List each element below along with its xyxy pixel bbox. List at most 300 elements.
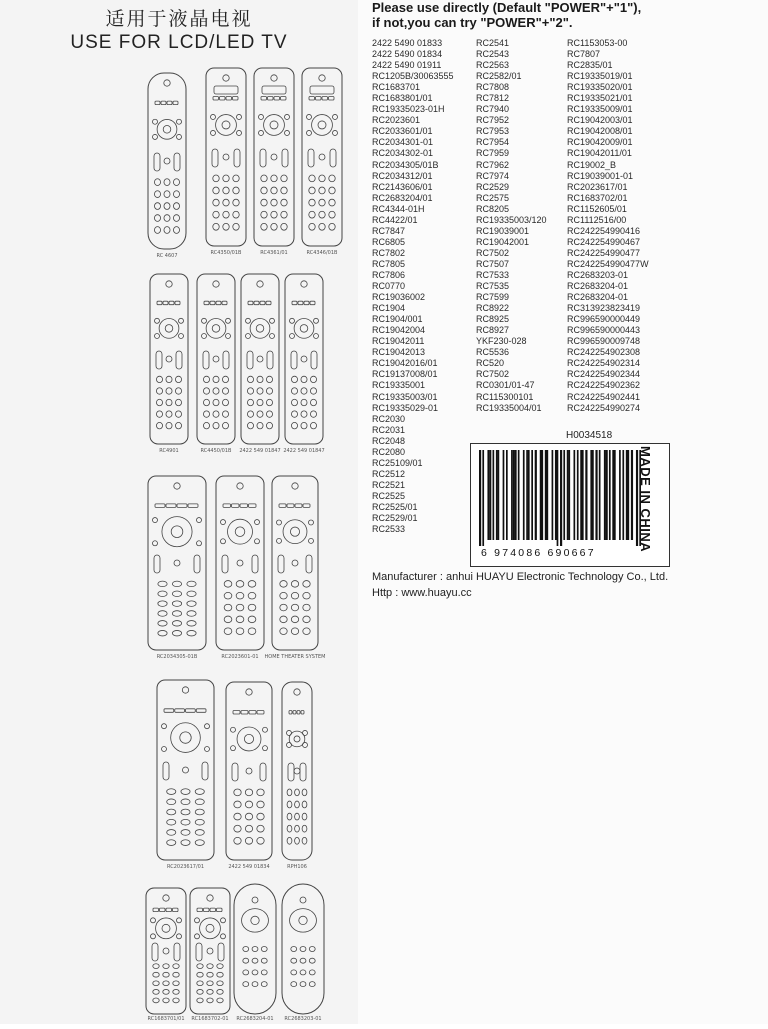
number-key (158, 601, 167, 607)
number-key (217, 989, 223, 994)
number-key (271, 223, 277, 230)
model-code: RC19335004/01 (476, 402, 542, 413)
remote-model-label: RC4901 (159, 448, 179, 454)
number-key (181, 840, 190, 846)
remote-body (157, 680, 214, 860)
number-key (245, 825, 252, 832)
color-key (309, 96, 315, 100)
ok-button (163, 126, 171, 134)
model-code: RC19042001 (476, 236, 530, 247)
side-key (153, 518, 158, 523)
ok-button (235, 527, 245, 537)
side-key (270, 318, 275, 323)
number-key (175, 422, 181, 428)
number-key (243, 982, 249, 987)
number-key (291, 970, 297, 975)
color-key (155, 504, 165, 508)
number-key (224, 604, 232, 611)
number-key (154, 191, 160, 198)
color-key (241, 710, 248, 714)
channel-rocker (311, 351, 317, 369)
number-key (248, 581, 256, 588)
number-key (291, 604, 298, 611)
number-key (153, 981, 159, 986)
model-code: RC2521 (372, 479, 406, 490)
number-key (213, 175, 219, 182)
remote-model-label: 2422 549 01847 (239, 448, 281, 454)
ok-button (290, 527, 299, 536)
dpad-ring (237, 727, 261, 751)
number-key (291, 422, 297, 428)
model-code: RC19042009/01 (567, 137, 633, 148)
number-key (329, 199, 335, 206)
number-key (301, 422, 307, 428)
color-key (164, 709, 174, 713)
model-code: RC7847 (372, 225, 406, 236)
number-key (257, 837, 264, 844)
number-key (181, 819, 190, 825)
dpad-ring (157, 119, 177, 139)
mute-key (166, 356, 172, 362)
volume-rocker (196, 943, 202, 961)
number-key (300, 982, 306, 987)
model-code: RC19335020/01 (567, 82, 633, 93)
model-code: RC313923823419 (567, 303, 641, 314)
ok-button (180, 732, 191, 743)
remote-display (262, 86, 286, 94)
model-code: RC19042013 (372, 347, 426, 358)
number-key (252, 970, 258, 975)
number-key (302, 789, 307, 796)
model-code: RC19137008/01 (372, 369, 438, 380)
side-key (155, 334, 160, 339)
volume-rocker (156, 351, 162, 369)
model-code: RC7533 (476, 269, 510, 280)
number-key (203, 411, 209, 417)
barcode-bar (496, 450, 498, 540)
remote-body (282, 884, 324, 1014)
number-key (207, 972, 213, 977)
dpad-ring (312, 115, 333, 136)
color-key (161, 101, 166, 105)
side-key (202, 334, 207, 339)
number-key (280, 592, 287, 599)
side-key (255, 539, 260, 544)
number-key (295, 801, 300, 808)
number-key (280, 581, 287, 588)
power-button-icon (252, 897, 258, 903)
color-key (186, 709, 196, 713)
number-key (175, 399, 181, 405)
number-key (257, 789, 264, 796)
number-key (291, 388, 297, 394)
side-key (177, 134, 182, 139)
number-key (245, 801, 252, 808)
remote-model-label: RC 4607 (156, 253, 178, 259)
barcode-bar (514, 450, 516, 540)
number-key (329, 175, 335, 182)
number-key (301, 411, 307, 417)
model-code: RC2080 (372, 446, 406, 457)
number-key (252, 982, 258, 987)
side-key (153, 541, 158, 546)
number-key (156, 399, 162, 405)
model-code: RC6805 (372, 236, 406, 247)
model-code: RC7959 (476, 148, 510, 159)
remote-body (234, 884, 276, 1014)
number-key (291, 947, 297, 952)
side-key (231, 746, 236, 751)
model-code: RC2683203-01 (567, 269, 629, 280)
number-key (163, 981, 169, 986)
remote-model-label: RC2023617/01 (166, 864, 205, 870)
number-key (234, 837, 241, 844)
color-key (173, 101, 178, 105)
number-key (197, 998, 203, 1003)
ok-button (171, 526, 183, 538)
number-key (233, 211, 239, 218)
number-key (172, 581, 181, 587)
model-code: RC2034305/01B (372, 159, 439, 170)
number-key (217, 981, 223, 986)
number-key (234, 801, 241, 808)
number-key (303, 616, 310, 623)
side-key (270, 334, 275, 339)
side-key (333, 130, 338, 135)
model-code: RC19042011 (372, 336, 425, 347)
power-button-icon (271, 75, 277, 81)
number-key (291, 628, 298, 635)
color-key (329, 96, 335, 100)
model-code: RC1683702/01 (567, 192, 628, 203)
model-code: RC19335029-01 (372, 402, 439, 413)
model-code: RC19335023-01H (372, 104, 445, 115)
color-key (204, 908, 210, 912)
remote-model-label: RC4361/01 (260, 250, 288, 256)
number-key (257, 388, 263, 394)
number-key (222, 388, 228, 394)
barcode-bar (503, 450, 505, 540)
number-key (252, 947, 258, 952)
side-key (221, 520, 226, 525)
number-key (261, 211, 267, 218)
side-key (290, 334, 295, 339)
barcode-bar (493, 450, 495, 540)
color-key (232, 504, 240, 508)
remote-model-label: HOME THEATER SYSTEM (264, 654, 326, 660)
channel-rocker (267, 351, 273, 369)
channel-rocker (282, 149, 288, 167)
model-code: RC8922 (476, 303, 510, 314)
channel-rocker (174, 943, 180, 961)
number-key (287, 789, 292, 796)
number-key (175, 388, 181, 394)
channel-rocker (234, 149, 240, 167)
model-code: RC5536 (476, 347, 510, 358)
side-key (259, 114, 264, 119)
channel-rocker (223, 351, 229, 369)
model-code: RC2835/01 (567, 60, 613, 71)
model-code: RC242254902441 (567, 391, 641, 402)
color-key (204, 301, 209, 305)
model-code: RC2683204/01 (372, 192, 433, 203)
model-code: RC2541 (476, 38, 510, 48)
dpad-ring (216, 115, 237, 136)
model-code: RC2143606/01 (372, 181, 433, 192)
model-code: RC4344-01H (372, 203, 425, 214)
number-key (257, 825, 264, 832)
ok-button (300, 325, 308, 333)
barcode-bar (528, 450, 530, 540)
number-key (153, 989, 159, 994)
number-key (271, 175, 277, 182)
number-key (319, 187, 325, 194)
number-key (213, 211, 219, 218)
mute-key (163, 948, 169, 954)
number-key (167, 799, 176, 805)
channel-rocker (174, 153, 180, 171)
number-key (261, 175, 267, 182)
number-key (207, 964, 213, 969)
number-key (166, 411, 172, 417)
number-key (203, 422, 209, 428)
side-key (307, 130, 312, 135)
color-key (233, 710, 240, 714)
number-key (257, 801, 264, 808)
color-key (279, 504, 286, 508)
number-key (302, 813, 307, 820)
volume-rocker (212, 149, 218, 167)
model-code: 2422 5490 01834 (372, 49, 443, 60)
color-key (216, 301, 221, 305)
number-key (280, 628, 287, 635)
mute-key (257, 356, 263, 362)
model-code: RC2683204-01 (567, 281, 629, 292)
number-key (236, 604, 244, 611)
number-key (172, 621, 181, 627)
barcode-bar (479, 450, 481, 546)
number-key (167, 809, 176, 815)
number-key (173, 998, 179, 1003)
model-code: RC242254902314 (567, 358, 641, 369)
color-key (169, 301, 174, 305)
model-code: RC1683801/01 (372, 93, 433, 104)
number-key (243, 947, 249, 952)
number-key (166, 422, 172, 428)
model-column-3 (567, 38, 649, 414)
model-code: RC115300101 (476, 391, 534, 402)
side-key (237, 130, 242, 135)
side-key (263, 727, 268, 732)
number-key (173, 215, 179, 222)
number-key (329, 187, 335, 194)
side-key (205, 724, 210, 729)
model-code: RC1152605/01 (567, 203, 627, 214)
number-key (156, 376, 162, 382)
barcode-bar (582, 450, 584, 540)
number-key (309, 187, 315, 194)
number-key (213, 199, 219, 206)
number-key (310, 399, 316, 405)
side-key (221, 918, 226, 923)
model-code: RC7535 (476, 281, 510, 292)
barcode-bar (619, 450, 621, 540)
number-key (187, 630, 196, 636)
remote-model-label: RC1683702-01 (191, 1016, 229, 1022)
color-key (249, 504, 257, 508)
barcode-bar (531, 450, 533, 540)
model-code: RC2048 (372, 435, 406, 446)
side-key (195, 934, 200, 939)
model-code: RC996590009748 (567, 336, 641, 347)
number-key (153, 964, 159, 969)
side-key (237, 114, 242, 119)
number-key (266, 376, 272, 382)
number-key (156, 388, 162, 394)
channel-rocker (306, 555, 312, 573)
model-code: RC2512 (372, 468, 406, 479)
number-key (223, 211, 229, 218)
color-key (254, 301, 259, 305)
barcode-bar (563, 450, 565, 540)
model-code: 2422 5490 01833 (372, 38, 443, 48)
number-key (303, 604, 310, 611)
side-key (285, 114, 290, 119)
model-code: 2422 5490 01911 (372, 60, 442, 71)
model-code: RC8927 (476, 325, 510, 336)
dpad-ring (294, 319, 314, 339)
number-key (291, 411, 297, 417)
number-key (291, 982, 297, 987)
color-key (248, 301, 253, 305)
number-key (280, 616, 287, 623)
number-key (234, 825, 241, 832)
side-key (333, 114, 338, 119)
mute-key (292, 560, 298, 566)
number-key (195, 830, 204, 836)
color-key (233, 96, 239, 100)
side-key (277, 538, 282, 543)
number-key (310, 422, 316, 428)
power-button-icon (223, 75, 229, 81)
number-key (261, 223, 267, 230)
model-code: RC25109/01 (372, 457, 423, 468)
number-key (257, 411, 263, 417)
number-key (247, 399, 253, 405)
number-key (154, 203, 160, 210)
barcode-bar (560, 450, 562, 546)
number-key (281, 175, 287, 182)
model-code: RC7808 (476, 82, 510, 93)
remote-model-label: 2422 549 01847 (283, 448, 325, 454)
mute-key (319, 154, 325, 160)
volume-rocker (260, 149, 266, 167)
number-key (233, 223, 239, 230)
dpad-ring (171, 723, 201, 753)
color-key (213, 96, 219, 100)
model-code: RC2582/01 (476, 71, 522, 82)
manufacturer-text: Manufacturer : anhui HUAYU Electronic Technology Co., Ltd. (372, 571, 669, 583)
number-key (213, 187, 219, 194)
number-key (203, 376, 209, 382)
number-key (309, 199, 315, 206)
side-key (179, 318, 184, 323)
number-key (302, 825, 307, 832)
number-key (280, 604, 287, 611)
dpad-ring (162, 517, 192, 547)
number-key (248, 604, 256, 611)
color-key (196, 709, 206, 713)
side-key (226, 334, 231, 339)
number-key (224, 616, 232, 623)
side-key (309, 538, 314, 543)
volume-rocker (247, 351, 253, 369)
remote-model-label: RC2683203-01 (284, 1016, 322, 1022)
number-key (222, 376, 228, 382)
barcode-bar (511, 450, 513, 540)
side-key (226, 318, 231, 323)
number-key (233, 175, 239, 182)
model-code: RC4422/01 (372, 214, 418, 225)
number-key (213, 422, 219, 428)
model-code: RC1904 (372, 303, 406, 314)
remote-display (214, 86, 238, 94)
number-key (197, 989, 203, 994)
color-key (210, 908, 216, 912)
remote-model-label: RC4346/01B (306, 250, 338, 256)
number-key (247, 388, 253, 394)
number-key (295, 789, 300, 796)
volume-rocker (232, 763, 238, 781)
remote-body (216, 476, 264, 650)
mute-key (301, 356, 307, 362)
power-button-icon (213, 281, 219, 287)
barcode-bar (568, 450, 570, 540)
volume-rocker (308, 149, 314, 167)
model-code: RC7807 (567, 49, 601, 60)
side-key (177, 918, 182, 923)
color-key (155, 101, 160, 105)
number-key (217, 972, 223, 977)
number-key (173, 227, 179, 234)
side-key (314, 318, 319, 323)
number-key (291, 376, 297, 382)
title-chinese: 适用于液晶电视 (105, 8, 253, 30)
model-code: RC2034312/01 (372, 170, 433, 181)
power-button-icon (292, 483, 298, 489)
color-key (293, 710, 296, 714)
barcode-bar (604, 450, 606, 540)
side-key (151, 934, 156, 939)
model-code: RC19036002 (372, 292, 426, 303)
number-key (234, 813, 241, 820)
number-key (247, 411, 253, 417)
number-key (257, 813, 264, 820)
number-key (319, 211, 325, 218)
color-key (257, 710, 264, 714)
number-key (233, 187, 239, 194)
side-key (303, 742, 308, 747)
number-key (173, 981, 179, 986)
dpad-ring (156, 918, 177, 939)
color-key (175, 301, 180, 305)
ok-button (244, 734, 253, 743)
number-key (187, 621, 196, 627)
number-key (187, 611, 196, 617)
number-key (197, 964, 203, 969)
barcode-bar (506, 450, 508, 540)
volume-rocker (222, 555, 228, 573)
